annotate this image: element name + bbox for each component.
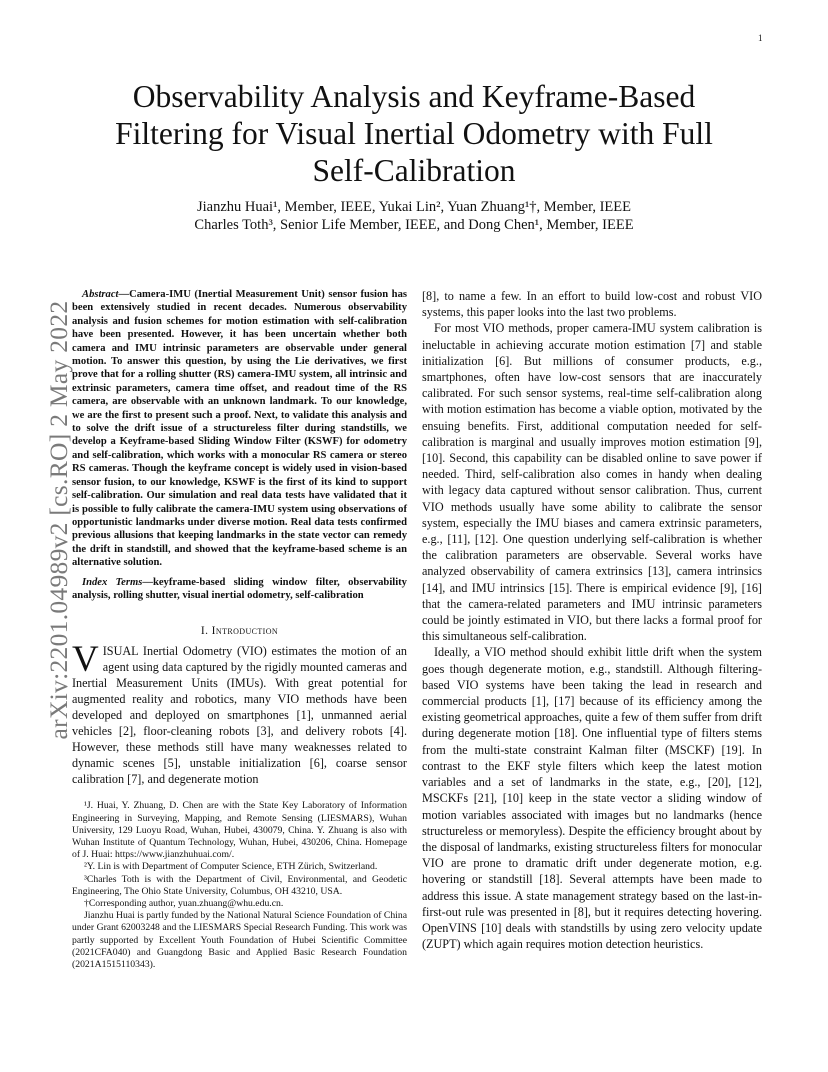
title-line: Self-Calibration: [312, 153, 516, 188]
body-paragraph: Ideally, a VIO method should exhibit little drift when the system goes though degenerate motion, e.g., standstill. Although filtering-based VIO systems have been taking the lead in research and commercial products [1], [17] because of its efficiency among the existing geometrical approaches, quite a few of them suffer from drift during degenerate motion [18]. One influential type of filters stems from the multi-state constraint Kalman filter (MSCKF) [19]. In contrast to the EKF style filters which keep the latest motion variables and a set of landmarks in the state, e.g., [20], [12], MSCKFs [21], [10] keep in the state vector a sliding window of motion variables associated with images but no landmarks (hence structureless or memoryless). Despite the efficiency brought about by the disposal of landmarks, existing structureless filters for monocular VIO are prone to dramatic drift under degenerate motion, e.g. hovering or standstill [18]. Several attempts have been made to address this issue. A state management strategy based on the last-in-first-out rule was presented in [8], but it requires detecting hovering. OpenVINS [10] deals with standstills by using zero velocity update (ZUPT) which again requires motion detection heuristics.: [422, 645, 762, 952]
abstract-label: Abstract: [82, 289, 119, 300]
drop-cap: V: [72, 639, 99, 681]
section-heading: I. Introduction: [200, 625, 279, 638]
footnote: †Corresponding author, yuan.zhuang@whu.edu.cn.: [84, 897, 284, 909]
index-terms: [72, 576, 407, 603]
body-paragraph: For most VIO methods, proper camera-IMU system calibration is ineluctable in achieving accurate motion estimation [7] and stable initialization [6]. But millions of consumer products, e.g., smartphones, often have low-cost sensors that are inaccurately calibrated. For such sensor systems, real-time self-calibration along with motion estimation has become a viable option, motivated by the ensuing benefits. First, additional computation needed for self-calibration is marginal and usually improves motion estimation [9], [10]. Second, this capability can be disabled online to save power if needed. Third, self-calibration also comes in handy when dealing with legacy data captured without sensor calibration. Thus, current VIO methods usually have some ability to calibrate the sensor system, especially the IMU biases and camera extrinsic parameters, e.g., [11], [12]. One question underlying self-calibration is whether the calibration parameters are observable. Several works have analyzed observability of camera extrinsics [13], camera intrinsics [14], and IMU intrinsics [15]. There is empirical evidence [9], [16] that the camera-related parameters and IMU intrinsic parameters could be jointly estimated in VIO, but there lacks a formal proof for this simultaneous self-calibration.: [422, 321, 762, 644]
footnote: ³Charles Toth is with the Department of Civil, Environmental, and Geodetic Engineering, The Ohio State University, Columbus, OH 43210, USA.: [72, 873, 407, 897]
paper-title: [90, 78, 738, 189]
page-number: 1: [758, 33, 763, 43]
author-list: [90, 198, 738, 234]
right-column: [422, 288, 762, 952]
arxiv-id-text: arXiv:2201.04989v2 [cs.RO] 2 May 2022: [44, 300, 73, 740]
arxiv-identifier: [6, 285, 73, 755]
author-line: Charles Toth³, Senior Life Member, IEEE, and Dong Chen¹, Member, IEEE: [194, 217, 634, 233]
intro-paragraph: [72, 639, 407, 787]
author-line: Jianzhu Huai¹, Member, IEEE, Yukai Lin², Yuan Zhuang¹†, Member, IEEE: [196, 199, 631, 215]
footnotes: [72, 800, 407, 971]
footnote: ²Y. Lin is with Department of Computer Science, ETH Zürich, Switzerland.: [84, 861, 378, 873]
footnote: ¹J. Huai, Y. Zhuang, D. Chen are with the State Key Laboratory of Information Engineering in Surveying, Mapping, and Remote Sensing (LIESMARS), Wuhan University, 129 Luoyu Road, Wuhan, Hubei, 430079, China. Y. Zhuang is also with Wuhan Institute of Quantum Technology, Wuhan, Hubei, 430206, China. Homepage of J. Huai: https://www.jianzhuhuai.com/.: [72, 800, 407, 861]
title-line: Observability Analysis and Keyframe-Based: [132, 79, 696, 114]
abstract-text: —Camera-IMU (Inertial Measurement Unit) sensor fusion has been extensively studied in recent decades. Numerous observability analysis and fusion schemes for motion estimation with self-calibration have been presented. However, it has been uncertain whether both camera and IMU intrinsic parameters are observable under general motion. To answer this question, by using the Lie derivatives, we first prove that for a rolling shutter (RS) camera-IMU system, all intrinsic and extrinsic parameters, camera time offset, and readout time of the RS camera, are observable with an unknown landmark. To our knowledge, we are the first to present such a proof. Next, to validate this analysis and to solve the drift issue of a structureless filter during standstills, we develop a Keyframe-based Sliding Window Filter (KSWF) for odometry and self-calibration, which works with a monocular RS camera or stereo RS cameras. Though the keyframe concept is widely used in vision-based sensor fusion, to our knowledge, KSWF is the first of its kind to support self-calibration. Our simulation and real data tests have validated that it is possible to fully calibrate the camera-IMU system using observations of opportunistic landmarks under diverse motion. Real data tests confirmed previous allusions that keeping landmarks in the state vector can remedy the drift in standstill, and showed that the keyframe-based scheme is an alternative solution.: [72, 289, 407, 569]
title-line: Filtering for Visual Inertial Odometry with Full: [115, 116, 713, 151]
abstract: [72, 288, 407, 570]
footnote: Jianzhu Huai is partly funded by the National Natural Science Foundation of China under Grant 62003248 and the LIESMARS Special Research Funding. This work was partly supported by Excellent Youth Foundation of Hubei Scientific Committee (2021CFA040) and Guangdong Basic and Applied Basic Research Foundation (2021A1515110343).: [72, 910, 407, 970]
index-terms-text: —keyframe-based sliding window filter, observability analysis, rolling shutter, visual inertial odometry, self-calibration: [72, 576, 407, 601]
body-paragraph: [8], to name a few. In an effort to build low-cost and robust VIO systems, this paper looks into the last two problems.: [422, 289, 762, 320]
left-column: [72, 288, 407, 971]
intro-text: ISUAL Inertial Odometry (VIO) estimates the motion of an agent using data captured by the rigidly mounted cameras and Inertial Measurement Units (IMUs). With great potential for augmented reality and robotics, many VIO methods have been developed and deployed on smartphones [1], unmanned aerial vehicles [2], floor-cleaning robots [3], and delivery robots [4]. However, these methods still have many weaknesses related to dynamic scenes [5], unstable initialization [6], coarse sensor calibration [7], and degenerate motion: [72, 644, 407, 787]
index-terms-label: Index Terms: [82, 576, 143, 588]
